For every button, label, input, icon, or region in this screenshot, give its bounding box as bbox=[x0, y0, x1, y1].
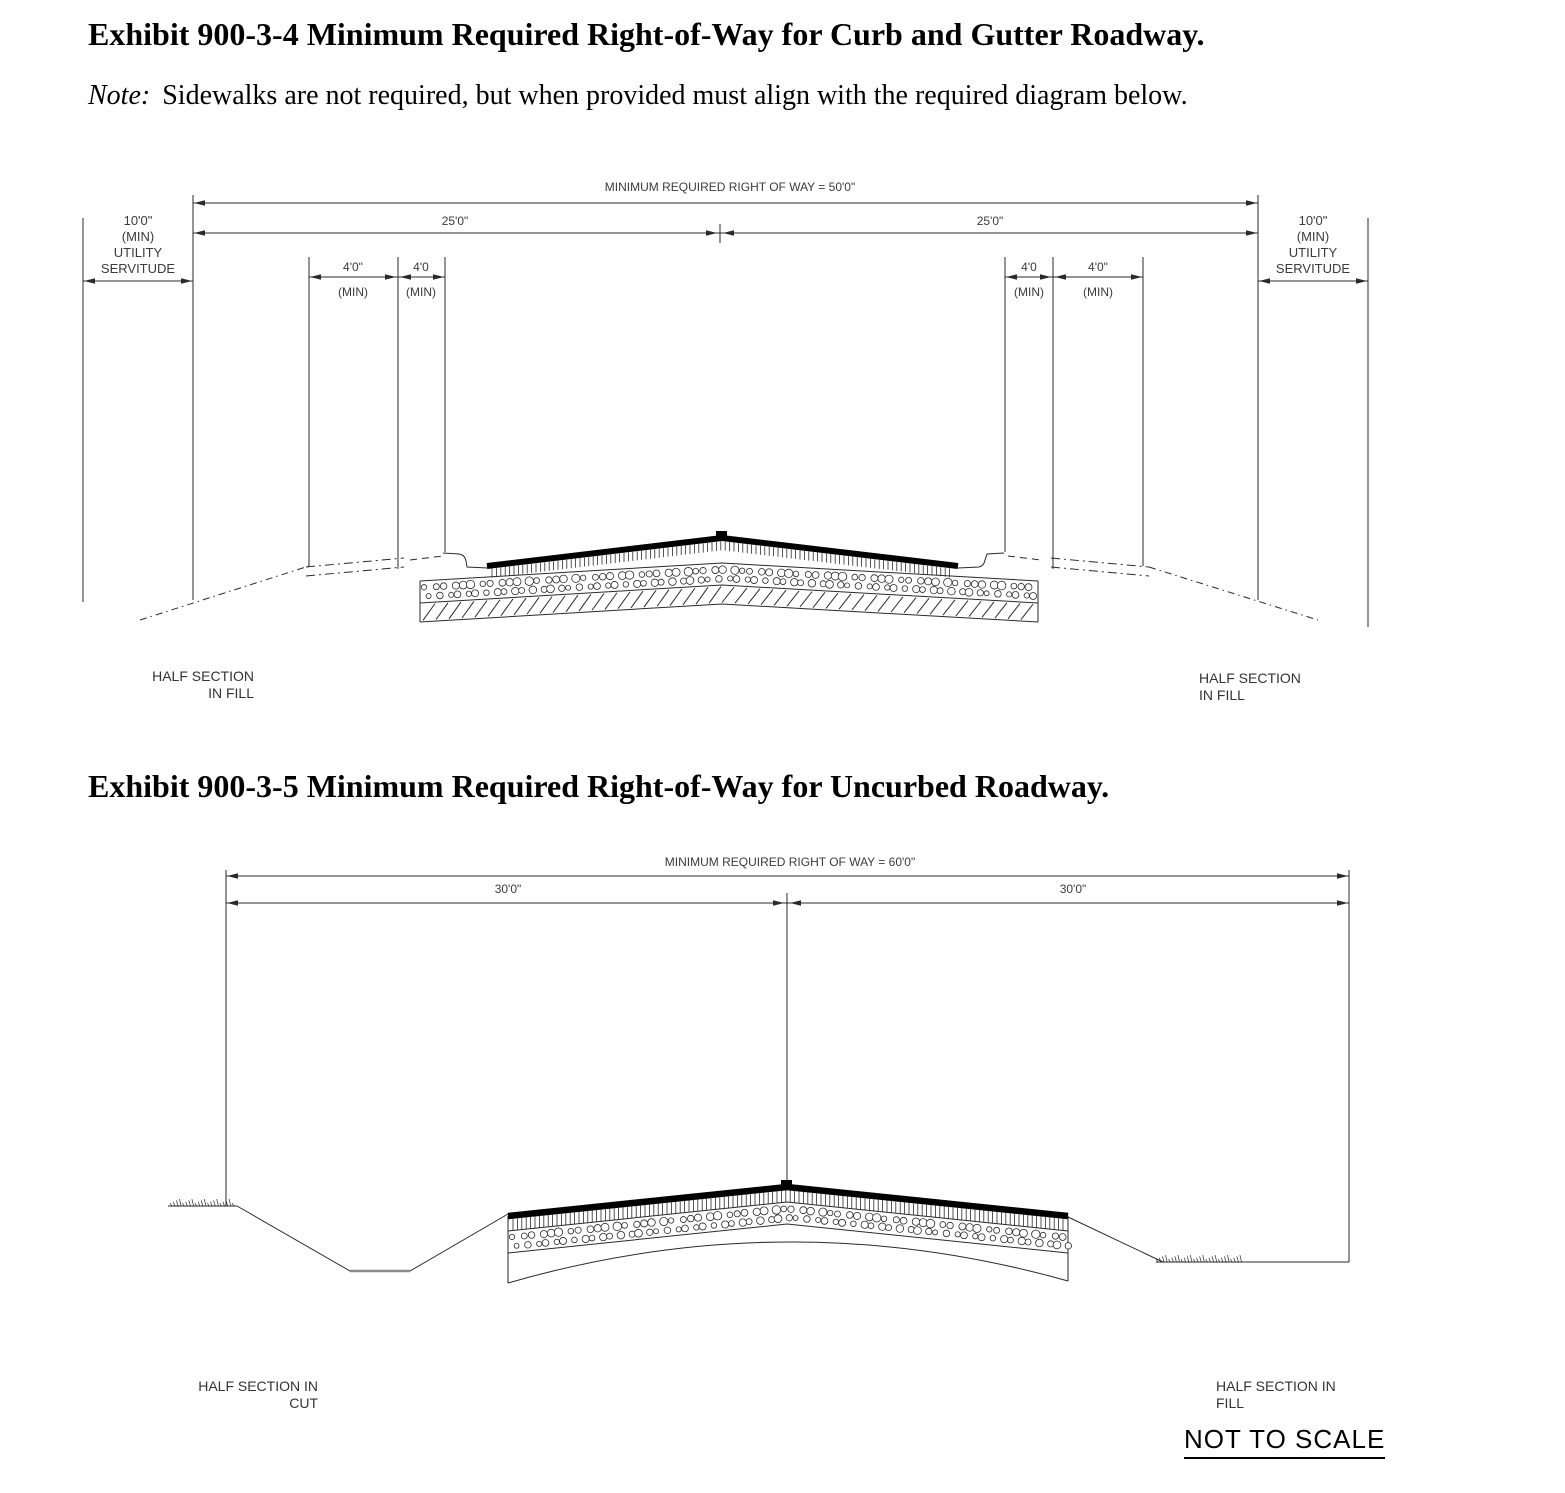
note-label: Note: bbox=[88, 80, 151, 111]
d1-utility-servitude-right-label bbox=[1238, 213, 1388, 277]
servitude-word: SERVITUDE bbox=[100, 261, 176, 276]
d2-gravel-base bbox=[509, 1206, 1071, 1249]
d1-sidewalk-outer-left-label: 4'0" bbox=[343, 260, 363, 274]
d1-row-width-label: MINIMUM REQUIRED RIGHT OF WAY = 50'0" bbox=[604, 180, 856, 194]
d2-caption-left bbox=[160, 1378, 318, 1412]
utility-word: UTILITY bbox=[113, 245, 163, 260]
d2-half-width-left-label: 30'0" bbox=[494, 882, 522, 896]
d1-sidewalk-inner-left-label: 4'0 bbox=[413, 260, 429, 274]
d1-sidewalk-inner-right-label: 4'0 bbox=[1021, 260, 1037, 274]
utility-min: (MIN) bbox=[1296, 229, 1330, 244]
note-text: Sidewalks are not required, but when provided must align with the required diagram below. bbox=[162, 80, 1188, 111]
utility-word: UTILITY bbox=[1288, 245, 1338, 260]
d1-half-width-left-label: 25'0" bbox=[441, 214, 469, 228]
d2-row-width-label: MINIMUM REQUIRED RIGHT OF WAY = 60'0" bbox=[664, 855, 916, 869]
exhibit-900-3-4-title: Exhibit 900-3-4 Minimum Required Right-of-Way for Curb and Gutter Roadway. bbox=[88, 16, 1205, 52]
utility-width: 10'0" bbox=[123, 213, 153, 228]
d1-utility-servitude-left-label bbox=[63, 213, 213, 277]
d1-min-inner-left-label: (MIN) bbox=[406, 285, 436, 299]
exhibit-900-3-5-title: Exhibit 900-3-5 Minimum Required Right-of-Way for Uncurbed Roadway. bbox=[88, 768, 1110, 804]
caption-line1: HALF SECTION bbox=[1199, 670, 1301, 686]
utility-min: (MIN) bbox=[121, 229, 155, 244]
caption-line2: IN FILL bbox=[1199, 687, 1245, 703]
caption-line1: HALF SECTION IN bbox=[1216, 1378, 1336, 1394]
d2-boundary-lines bbox=[226, 870, 1349, 1262]
caption-line2: FILL bbox=[1216, 1395, 1245, 1411]
d1-dimension-lines bbox=[83, 203, 1368, 281]
servitude-word: SERVITUDE bbox=[1275, 261, 1351, 276]
utility-width: 10'0" bbox=[1298, 213, 1328, 228]
d1-caption-left bbox=[98, 668, 254, 702]
d1-min-outer-left-label: (MIN) bbox=[338, 285, 368, 299]
d2-half-width-right-label: 30'0" bbox=[1059, 882, 1087, 896]
caption-line1: HALF SECTION IN bbox=[198, 1378, 318, 1394]
d1-sidewalk-outer-right-label: 4'0" bbox=[1088, 260, 1108, 274]
d2-grass-symbol-right bbox=[1156, 1255, 1242, 1263]
d1-road-section bbox=[140, 553, 1318, 622]
d1-caption-right bbox=[1199, 670, 1369, 704]
d1-half-width-right-label: 25'0" bbox=[976, 214, 1004, 228]
caption-line2: CUT bbox=[289, 1395, 318, 1411]
caption-line1: HALF SECTION bbox=[152, 668, 254, 684]
d2-caption-right bbox=[1216, 1378, 1386, 1412]
d2-grass-symbol-left bbox=[170, 1199, 234, 1207]
caption-line2: IN FILL bbox=[208, 685, 254, 701]
d1-dimension-arrows bbox=[84, 200, 1367, 283]
d1-min-outer-right-label: (MIN) bbox=[1083, 285, 1113, 299]
not-to-scale-note: NOT TO SCALE bbox=[1184, 1424, 1385, 1459]
d1-boundary-lines bbox=[83, 195, 1368, 627]
d1-min-inner-right-label: (MIN) bbox=[1014, 285, 1044, 299]
